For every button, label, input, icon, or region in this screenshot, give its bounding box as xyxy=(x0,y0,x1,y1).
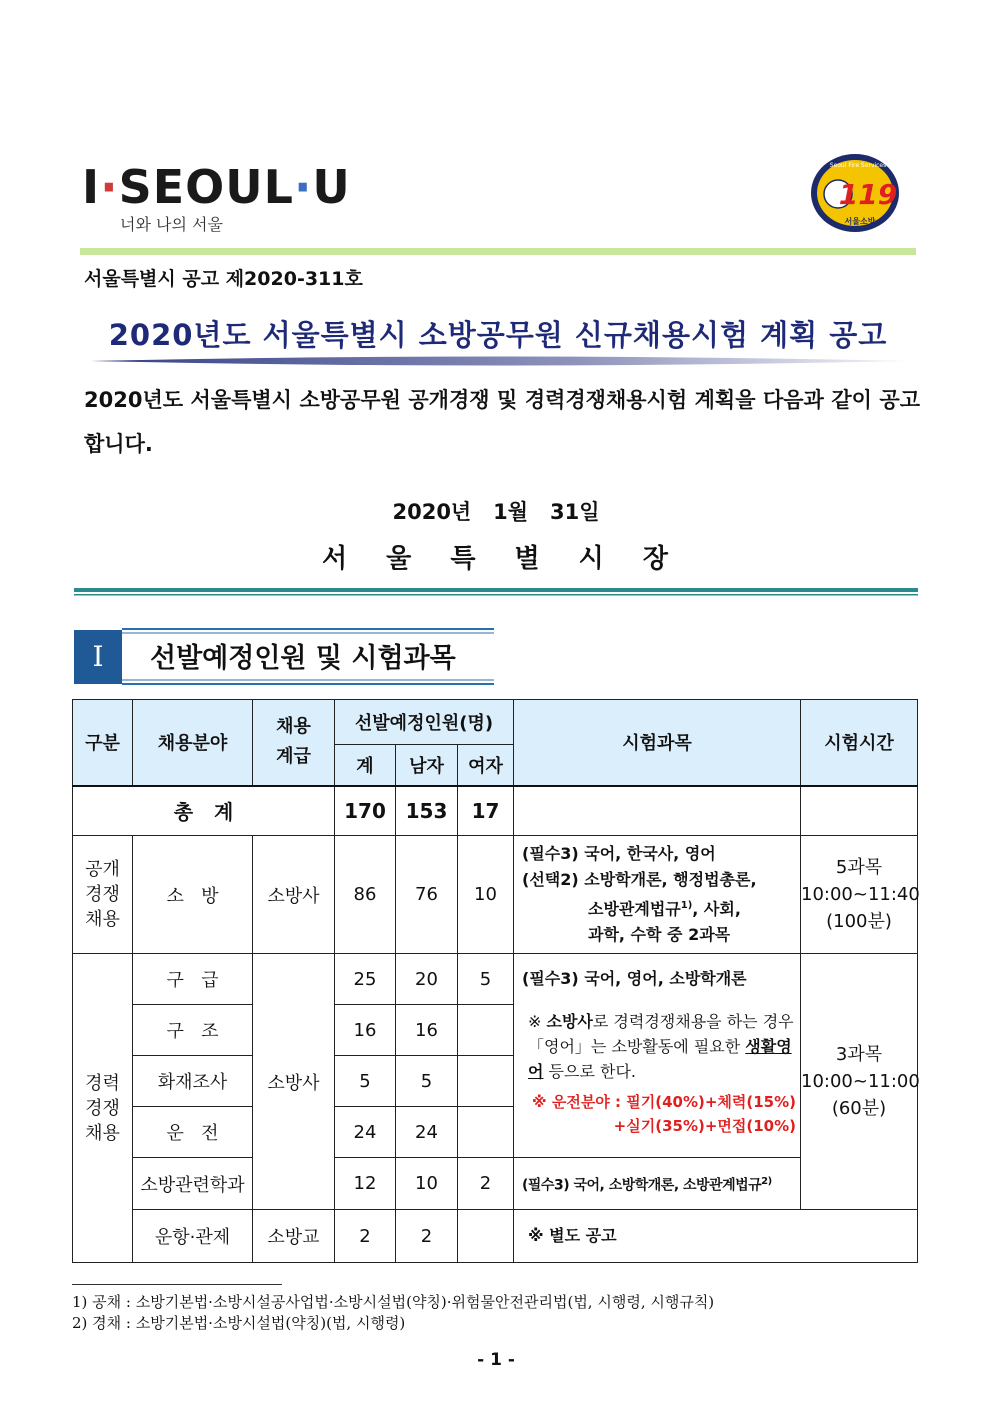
table-cell-field: 구 급 xyxy=(133,954,253,1005)
intro-paragraph: 2020년도 서울특별시 소방공무원 공개경쟁 및 경력경쟁채용시험 계획을 다음과 같이 공고합니다. xyxy=(84,388,920,456)
total-female: 17 xyxy=(458,786,514,836)
career-rank-2: 소방교 xyxy=(253,1210,335,1263)
section-title: 선발예정인원 및 시험과목 xyxy=(150,643,456,674)
total-row xyxy=(73,786,918,836)
fire-services-emblem xyxy=(808,152,902,234)
career-category: 경력 경쟁 채용 xyxy=(73,954,133,1263)
emblem-top-text: Seoul Fire Services xyxy=(829,162,887,169)
table-header-row xyxy=(73,700,918,745)
career-row-aviation: 운항·관제 소방교 2 2 ※ 별도 공고 xyxy=(73,1210,918,1263)
emblem-number: 119 xyxy=(838,178,898,211)
header-female: 여자 xyxy=(458,745,514,786)
header-divider xyxy=(80,248,916,255)
separate-notice: ※ 별도 공고 xyxy=(514,1210,918,1263)
page-title: 2020년도 서울특별시 소방공무원 신규채용시험 계획 공고 xyxy=(108,318,888,352)
issuer: 서 울 특 별 시 장 xyxy=(322,544,670,574)
open-field: 소 방 xyxy=(133,836,253,954)
career-dept-subjects: (필수3) 국어, 소방학개론, 소방관계법규$^{2)}$ xyxy=(514,1158,801,1210)
logo-subtitle: 너와 나의 서울 xyxy=(120,215,223,234)
footnote-2: 2) 경채 : 소방기본법·소방시설법(약칭)(법, 시행령) xyxy=(72,1314,406,1332)
open-total: 86 xyxy=(335,836,396,954)
career-note-cell xyxy=(514,1005,801,1158)
career-row-driving: 운 전 24 24 xyxy=(73,1107,918,1158)
open-male: 76 xyxy=(396,836,458,954)
open-female: 10 xyxy=(458,836,514,954)
total-count: 170 xyxy=(335,786,396,836)
footnote-divider xyxy=(72,1284,282,1285)
title-underline xyxy=(90,354,910,368)
header-male: 남자 xyxy=(396,745,458,786)
emblem-bottom-text: 서울소방 xyxy=(844,217,876,226)
header-total: 계 xyxy=(335,745,396,786)
header-field: 채용분야 xyxy=(133,700,253,786)
english-note: ※ 소방사로 경력경쟁채용을 하는 경우 「영어」는 소방활동에 필요한 생활영어 등으로 한다. xyxy=(528,1011,794,1081)
header-time: 시험시간 xyxy=(801,700,918,786)
page-number: - 1 - xyxy=(477,1350,515,1370)
seoul-logo: I·SEOUL·U xyxy=(82,160,351,214)
header-category: 구분 xyxy=(73,700,133,786)
career-row-emt: 경력 경쟁 채용 구 급 소방사 25 20 5 (필수3) 국어, 영어, 소방학개론 3과목 10:00~11:00 (60분) xyxy=(73,954,918,1005)
driving-note: ※ 운전분야 : 필기(40%)+체력(15%) +실기(35%)+면접(10%) xyxy=(532,1092,796,1135)
career-row-fire-investigation: 화재조사 5 5 xyxy=(73,1056,918,1107)
open-category: 공개 경쟁 채용 xyxy=(73,836,133,954)
career-subjects: (필수3) 국어, 영어, 소방학개론 xyxy=(514,954,801,1005)
notice-date: 2020년 1월 31일 xyxy=(392,500,600,524)
header-planned: 선발예정인원(명) xyxy=(335,700,514,745)
career-time: 3과목 10:00~11:00 (60분) xyxy=(801,954,918,1210)
header-rank: 채용 계급 xyxy=(253,700,335,786)
career-row-fire-dept: 소방관련학과 12 10 2 (필수3) 국어, 소방학개론, 소방관계법규$^{2)}$ xyxy=(73,1158,918,1210)
career-row-rescue: 구 조 16 16 ※ 소방사로 경력경쟁채용을 하는 경우 「영어」는 소방활동에 필요한 생활영어 등으로 한다. ※ 운전분야 : 필기(40%)+체력(15%) +실기(35%)+면접(10%) xyxy=(73,1005,918,1056)
open-recruit-row xyxy=(73,836,918,954)
footnote-1: 1) 공채 : 소방기본법·소방시설공사업법·소방시설법(약칭)·위험물안전관리법(법, 시행령, 시행규칙) xyxy=(72,1293,715,1311)
open-rank: 소방사 xyxy=(253,836,335,954)
open-subjects: (필수3) 국어, 한국사, 영어 (선택2) 소방학개론, 행정법총론, 소방관계법규$^{1)}$, 사회, 과학, 수학 중 2과목 xyxy=(514,836,801,954)
header-subjects: 시험과목 xyxy=(514,700,801,786)
total-label: 총 계 xyxy=(73,786,335,836)
total-male: 153 xyxy=(396,786,458,836)
recruitment-table xyxy=(72,699,918,1263)
career-rank: 소방사 xyxy=(253,954,335,1210)
section-separator xyxy=(74,588,918,596)
notice-number: 서울특별시 공고 제2020-311호 xyxy=(84,268,363,290)
open-time: 5과목 10:00~11:40 (100분) xyxy=(801,836,918,954)
section-number: I xyxy=(74,630,122,684)
